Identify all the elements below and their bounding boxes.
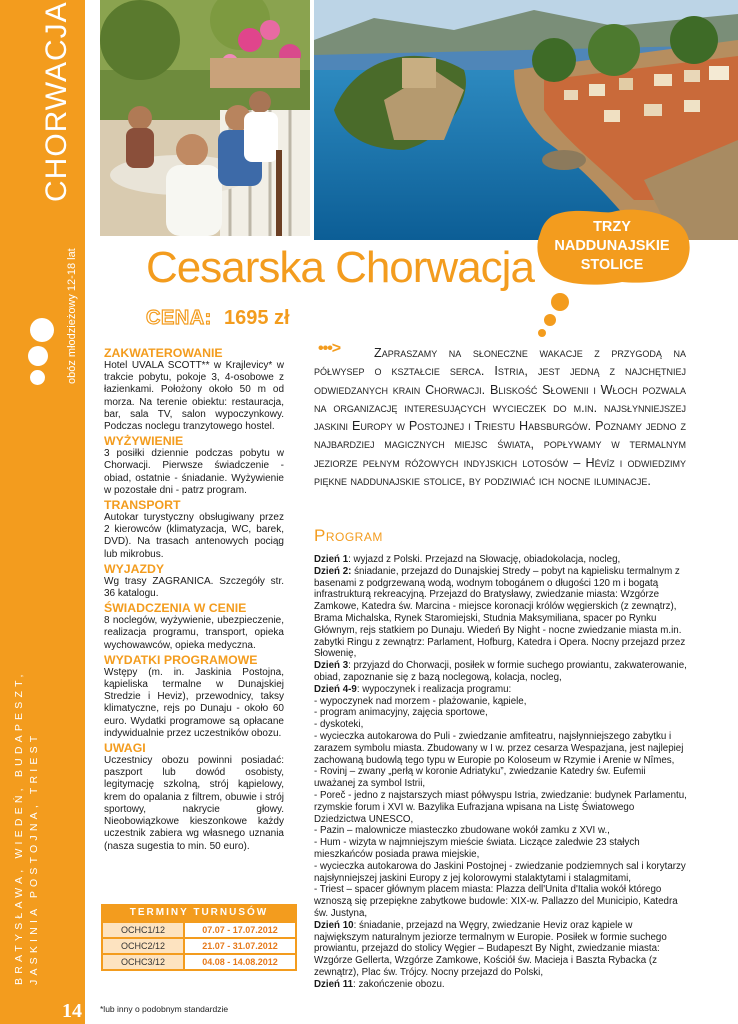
- program-item: - wycieczka autokarowa do Jaskini Postojnej - zwiedzanie podziemnych sal i korytarzy najsłynniejszej jaskini Europy z jej kolorowymi stalaktytami i stalagmitami,: [314, 860, 686, 884]
- table-row: [102, 922, 296, 938]
- cities-line-1: BRATYSŁAWA, WIEDEŃ, BUDAPESZT,: [13, 670, 25, 985]
- day-label: Dzień 2:: [314, 565, 352, 577]
- day-label: Dzień 4-9: [314, 683, 357, 695]
- day-label: Dzień 10: [314, 919, 354, 931]
- program-day: [314, 920, 688, 979]
- section-included: [104, 601, 284, 652]
- terms-heading: TERMINY TURNUSÓW: [101, 904, 297, 921]
- program-day: [314, 979, 688, 991]
- sidebar: [0, 0, 85, 1024]
- day-text: : zakończenie obozu.: [353, 978, 445, 990]
- term-code: OCHC2/12: [102, 938, 184, 954]
- term-code: OCHC1/12: [102, 922, 184, 938]
- program-day: [314, 554, 688, 566]
- bubble-line-1: TRZY: [593, 219, 631, 235]
- footnote: *lub inny o podobnym standardzie: [100, 1004, 229, 1014]
- program-item: - Hum - wizyta w najmniejszym mieście świata. Liczące zaledwie 23 stałych mieszkańców posiada prawa miejskie,: [314, 837, 640, 860]
- section-heading: WYŻYWIENIE: [104, 434, 184, 449]
- program-item: - program animacyjny, zajęcia sportowe,: [314, 707, 488, 719]
- section-notes: [104, 741, 284, 853]
- term-dates: 21.07 - 31.07.2012: [184, 938, 296, 954]
- program-day: [314, 566, 688, 660]
- section-transport: [104, 498, 284, 561]
- day-text: : śniadanie, przejazd na Węgry, zwiedzanie Heviz oraz kąpiele w największym naturalnym jeziorze termalnym w Europie. Posiłek w formie suchego prowiantu, przejazd do stolicy Węgier – Budapeszt By Night, zwiedzanie miasta: Wzgórze Gellerta, Wzgórze Zamkowe, Kościół św. Macieja i Baszta Rybacka (z zewnątrz), Plac św. Trójcy. Nocny przejazd do Polski,: [314, 919, 667, 978]
- program-item: - Pazin – malownicze miasteczko zbudowane wokół zamku z XVI w.,: [314, 825, 610, 837]
- section-text: Uczestnicy obozu powinni posiadać: paszport lub dowód osobisty, legitymację szkolną, strój kąpielowy, krem do opalania z filtrem, obuwie i strój sportowy, nakrycie głowy. Nieobowiązkowe kieszonkowe każdy uczestnik zabiera wg własnego uznania (nasza sugestia to min. 50 euro).: [104, 755, 284, 852]
- day-text: : przyjazd do Chorwacji, posiłek w formie suchego prowiantu, zakwaterowanie, obiad, zapoznanie się z bazą noclegową, kolacja, nocleg,: [314, 660, 687, 683]
- section-text: Wstępy (m. in. Jaskinia Postojna, kąpieliska termalne w Dunajskiej Stredzie i Heviz), przewodnicy, taksy klimatyczne, rejs po Dunaju - około 60 euro. Wydatki programowe są opłacane indywidualnie przez uczestników obozu.: [104, 666, 284, 739]
- decorative-dots: [28, 318, 68, 388]
- price-value: 1695 zł: [224, 307, 290, 329]
- terms-table: [101, 904, 297, 971]
- program-item: - wypoczynek nad morzem - plażowanie, kąpiele,: [314, 695, 527, 707]
- day-text: : wypoczynek i realizacja programu:: [356, 683, 512, 695]
- section-expenses: [104, 653, 284, 740]
- sidebar-edge: [85, 0, 97, 1024]
- photo-coast: [314, 0, 738, 240]
- day-label: Dzień 11: [314, 978, 354, 990]
- price-label: CENA:: [146, 307, 212, 329]
- program-item: - Triest – spacer głównym placem miasta: Plazza dell'Unita d'Italia wokół którego wznoszą się przepiękne zabytkowe budowle: XIX-w. Pallazzo del Municipio, Katedra św. Justyna,: [314, 884, 678, 919]
- intro-arrow-icon: •••>: [318, 340, 341, 357]
- program-item: - Rovinj – zwany „perłą w koronie Adriatyku”, zwiedzanie Katedry św. Eufemii uważanej za symbol Istrii,: [314, 766, 646, 790]
- table-row: [102, 954, 296, 970]
- program-heading: Program: [314, 526, 383, 545]
- bubble-line-3: STOLICE: [580, 257, 644, 273]
- section-heading: WYJAZDY: [104, 561, 165, 576]
- day-text: : wyjazd z Polski. Przejazd na Słowację, obiadokolacja, nocleg,: [348, 554, 621, 565]
- section-departures: [104, 562, 284, 600]
- country-label: CHORWACJA: [40, 1, 73, 202]
- term-code: OCHC3/12: [102, 954, 184, 970]
- section-accommodation: [104, 346, 284, 433]
- section-heading: UWAGI: [104, 741, 146, 756]
- day-text: śniadanie, przejazd do Dunajskiej Stredy – pobyt na kąpielisku termalnym z basenami z podgrzewaną wodą, wodnym tobogánem o długości 120 m i bogatą infrastrukturą rekreacyjną. Przejazd do Bratysławy, zwiedzanie miasta: Wzgórze Zamkowe, Katedra św. Marcina - miejsce koronacji królów węgierskich (z zewnątrz), Brama Michalska, Rynek Staromiejski, Studnia Maksymiliana, spacer po Rynku Głównym, rejs statkiem po Dunaju. Wiedeń By Night - nocne zwiedzanie miasta m.in. zabytki Ringu z zewnątrz: Parlament, Hofburg, Katedra i Opera. Nocny przejazd przez Słowenię,: [314, 565, 686, 660]
- info-column: [104, 346, 284, 854]
- term-dates: 04.08 - 14.08.2012: [184, 954, 296, 970]
- cities-label: [12, 670, 42, 985]
- cities-line-2: JASKINIA POSTOJNA, TRIEST: [28, 731, 40, 985]
- program-item: - Poreč - jedno z najstarszych miast półwyspu Istria, zwiedzanie: budynek Parlamentu, rzymskie forum i XVI w. Bazylika Eufrazjana wpisana na Listę Światowego Dziedzictwa UNESCO,: [314, 789, 687, 825]
- program-day: [314, 684, 688, 696]
- page-number: 14: [62, 1000, 82, 1022]
- section-text: 3 posiłki dziennie podczas pobytu w Chorwacji. Pierwsze świadczenie - obiad, ostatnie - śniadanie. Wyżywienie w pozostałe dni - patrz program.: [104, 448, 284, 496]
- section-heading: WYDATKI PROGRAMOWE: [104, 652, 258, 667]
- day-label: Dzień 1: [314, 554, 349, 565]
- bubble-text: [532, 218, 692, 275]
- table-row: [102, 938, 296, 954]
- section-text: Autokar turystyczny obsługiwany przez 2 kierowców (klimatyzacja, WC, barek, DVD). Na trasach antenowych pociąg lub mikrobus.: [104, 512, 284, 560]
- program-item: - dyskoteki,: [314, 719, 364, 731]
- intro-paragraph: Zapraszamy na słoneczne wakacje z przygodą na półwysep o kształcie serca. Istria, jest jedną z najchętniej odwiedzanych krain Chorwacji. Bliskość Słowenii i Włoch pozwala na organizację interesujących wycieczek do m.in. najsłynniejszej jaskini Europy w Postojnej i Triestu Habsburgów. Poznamy jedno z najbardziej magicznych miejsc świata, popływamy w termalnym jeziorze pełnym różowych indyjskich lotosów – Hévíz i odwiedzimy piękne naddunajskie stolice, by podziwiać ich nocne iluminacje.: [314, 346, 686, 489]
- section-meals: [104, 434, 284, 497]
- page-title: Cesarska Chorwacja: [146, 243, 534, 292]
- terms-grid: [101, 921, 297, 971]
- bubble-line-2: NADDUNAJSKIE: [554, 238, 670, 254]
- section-heading: ŚWIADCZENIA W CENIE: [104, 601, 247, 616]
- section-text: Wg trasy ZAGRANICA. Szczegóły str. 36 katalogu.: [104, 575, 284, 600]
- program-text: [314, 554, 688, 990]
- section-heading: TRANSPORT: [104, 498, 181, 513]
- camp-age-label: obóz młodzieżowy 12-18 lat: [66, 248, 78, 384]
- program-day: [314, 660, 688, 684]
- photo-group-dinner: [100, 0, 310, 236]
- day-label: Dzień 3: [314, 660, 349, 672]
- section-text: 8 noclegów, wyżywienie, ubezpieczenie, realizacja programu, transport, opieka wychowawców, opieka medyczna.: [104, 615, 284, 651]
- section-text: Hotel UVALA SCOTT** w Krajlevicy* w trakcie pobytu, pokoje 3, 4-osobowe z łazienkami. Położony około 50 m od morza. Na terenie obiektu: restauracja, bar, sala TV, salon wypoczynkowy. Podczas noclegu tranzytowego hostel.: [104, 360, 284, 433]
- section-heading: ZAKWATEROWANIE: [104, 346, 223, 360]
- term-dates: 07.07 - 17.07.2012: [184, 922, 296, 938]
- program-item: - wycieczka autokarowa do Puli - zwiedzanie amfiteatru, najsłynniejszego zabytku i zarazem symbolu miasta. Zbudowany w I w. przez cesarza Wespazjana, jest najlepiej zachowaną budowlą tego typu w Europie po Koloseum w Rzymie i Arenie w Nîmes,: [314, 730, 684, 766]
